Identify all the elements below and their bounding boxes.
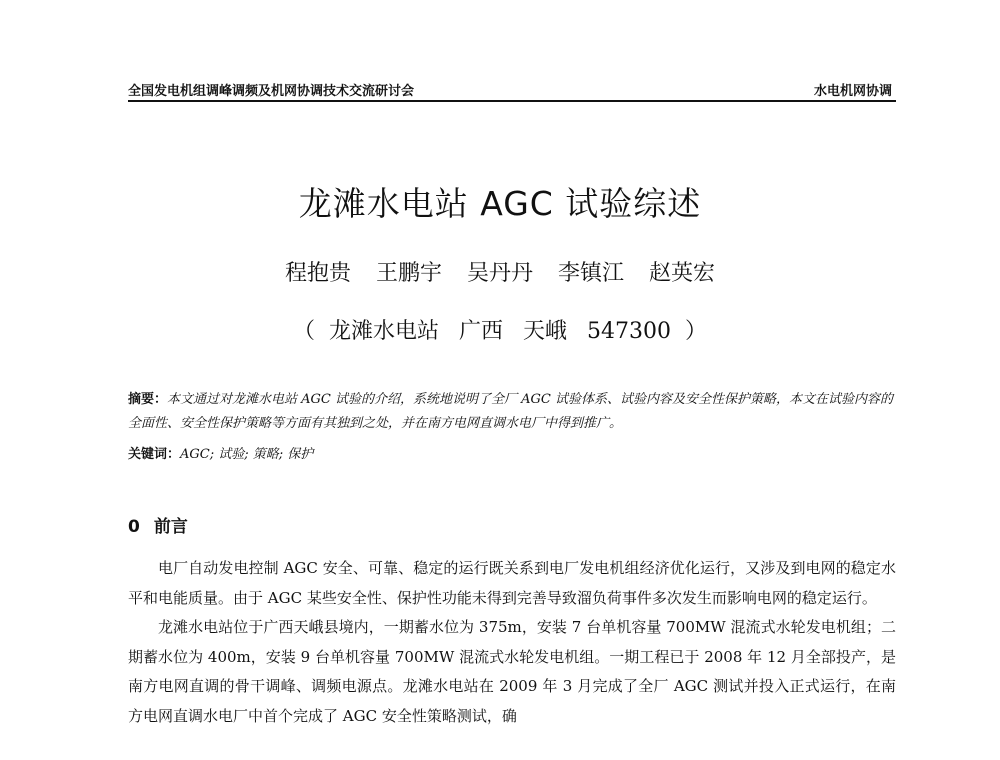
abstract-label: 摘要： <box>128 392 168 407</box>
keywords <box>128 444 896 466</box>
abstract <box>128 388 896 436</box>
author-list <box>0 256 1000 287</box>
header-rule <box>128 100 896 102</box>
abstract-text: 本文通过对龙滩水电站 AGC 试验的介绍，系统地说明了全厂 AGC 试验体系、试验内容及安全性保护策略，本文在试验内容的全面性、安全性保护策略等方面有其独到之处，并在南方电网直调水电厂中得到推广。 <box>128 392 893 431</box>
header-section-name: 水电机网协调 <box>813 84 892 99</box>
affiliation-county: 天峨 <box>523 319 568 344</box>
author-name: 赵英宏 <box>649 261 716 286</box>
affiliation-institution: 龙滩水电站 <box>328 319 439 344</box>
affiliation-close-paren: ） <box>685 319 708 344</box>
section-heading <box>128 512 188 537</box>
affiliation-province: 广西 <box>459 319 504 344</box>
body-paragraph: 龙滩水电站位于广西天峨县境内，一期蓄水位为 375m，安装 7 台单机容量 700MW 混流式水轮发电机组；二期蓄水位为 400m，安装 9 台单机容量 700MW 混流式水轮发电机组。一期工程已于 2008 年 12 月全部投产，是南方电网直调的骨干调峰、调频电源点。龙滩水电站在 2009 年 3 月完成了全厂 AGC 测试并投入正式运行，在南方电网直调水电厂中首个完成了 AGC 安全性策略测试，确 <box>128 618 896 725</box>
keywords-label: 关键词： <box>128 447 181 462</box>
body-paragraph: 电厂自动发电控制 AGC 安全、可靠、稳定的运行既关系到电厂发电机组经济优化运行，又涉及到电网的稳定水平和电能质量。由于 AGC 某些安全性、保护性功能未得到完善导致溜负荷事件多次发生而影响电网的稳定运行。 <box>128 559 896 607</box>
paper-title: 龙滩水电站 AGC 试验综述 <box>298 184 702 223</box>
section-number: 0 <box>128 517 140 537</box>
running-header <box>128 78 892 100</box>
affiliation-open-paren: （ <box>292 319 315 344</box>
header-conference-name: 全国发电机组调峰调频及机网协调技术交流研讨会 <box>128 84 415 99</box>
author-name: 李镇江 <box>558 261 625 286</box>
author-name: 程抱贵 <box>284 261 351 286</box>
affiliation-postcode: 547300 <box>587 319 672 344</box>
body-text <box>128 554 896 731</box>
author-name: 吴丹丹 <box>466 261 533 286</box>
keywords-text: AGC; 试验; 策略; 保护 <box>180 447 314 462</box>
section-title: 前言 <box>153 517 188 537</box>
author-name: 王鹏宇 <box>375 261 442 286</box>
affiliation <box>0 314 1000 345</box>
